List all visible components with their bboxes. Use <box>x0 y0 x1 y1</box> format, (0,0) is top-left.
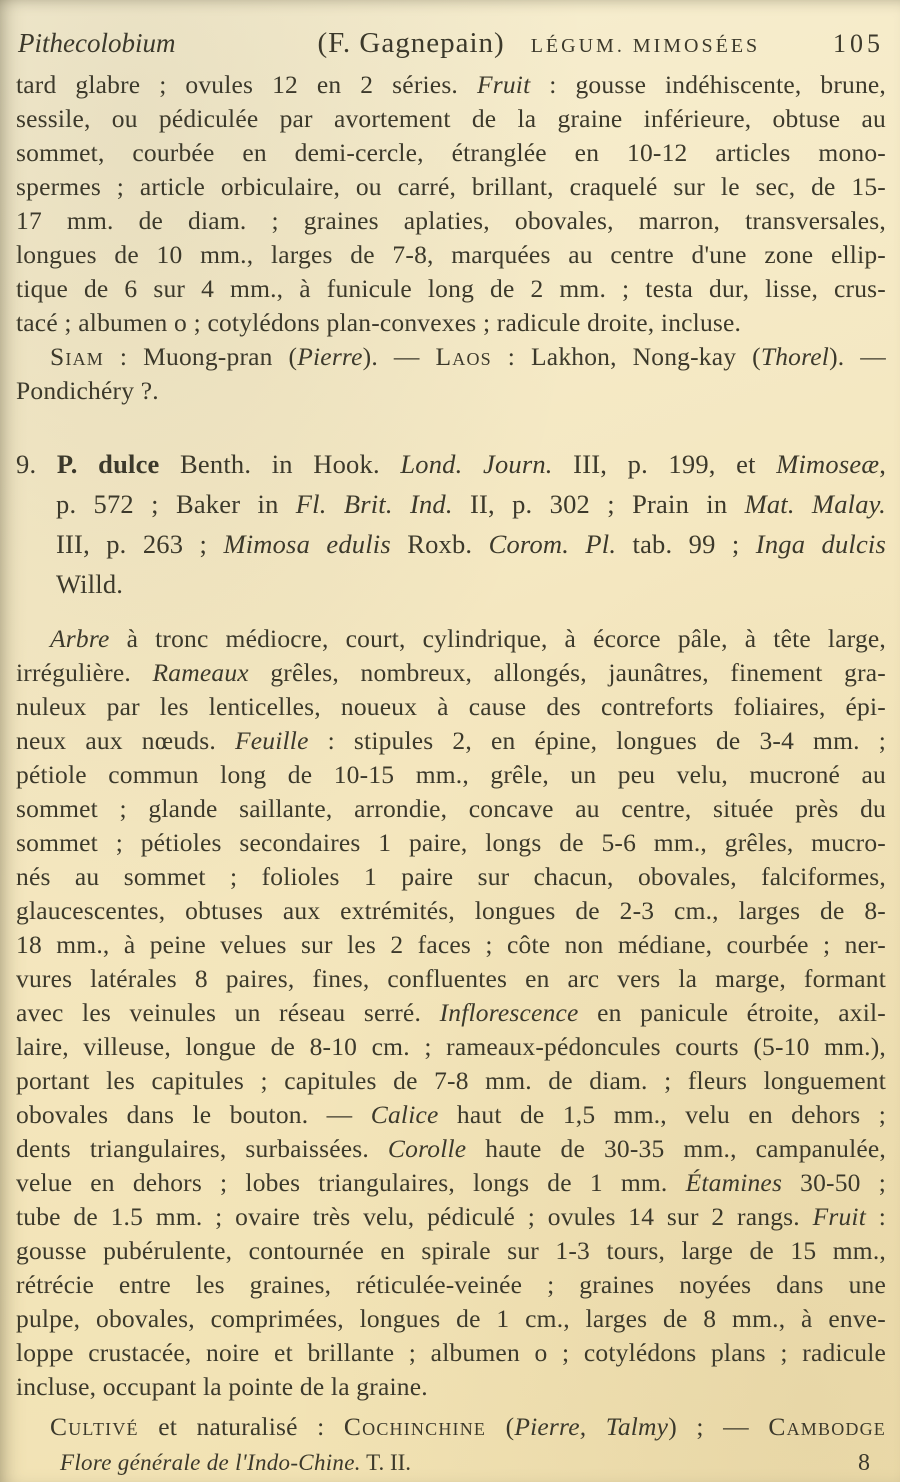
text-line: neux aux nœuds. Feuille : stipules 2, en épine, longues de 3-4 mm. ; <box>16 726 886 755</box>
text-line: pulpe, obovales, comprimées, longues de 1 cm., larges de 8 mm., à enve- <box>16 1304 886 1333</box>
text-line: sommet ; pétioles secondaires 1 paire, longs de 5-6 mm., grêles, mucro- <box>16 828 886 857</box>
footer-signature-number: 8 <box>858 1450 870 1476</box>
text-line: sessile, ou pédiculée par avortement de la graine inférieure, obtuse au <box>16 104 886 133</box>
paragraph-fruit-continuation <box>16 68 886 340</box>
text-line: velue en dehors ; lobes triangulaires, longs de 1 mm. Étamines 30-50 ; <box>16 1168 886 1197</box>
text-line: gousse pubérulente, contournée en spirale sur 1-3 tours, large de 15 mm., <box>16 1236 886 1265</box>
distribution-siam-laos <box>16 340 886 408</box>
text-line: longues de 10 mm., larges de 7-8, marquées au centre d'une zone ellip- <box>16 240 886 269</box>
text-line: Arbre à tronc médiocre, court, cylindrique, à écorce pâle, à tête large, <box>50 624 886 653</box>
distribution-cultive <box>16 1410 886 1444</box>
header-page-number: 105 <box>833 29 884 58</box>
text-line: portant les capitules ; capitules de 7-8 mm. de diam. ; fleurs longuement <box>16 1066 886 1095</box>
text-line: tard glabre ; ovules 12 en 2 séries. Fruit : gousse indéhiscente, brune, <box>16 70 886 99</box>
text-line: III, p. 263 ; Mimosa edulis Roxb. Corom. Pl. tab. 99 ; Inga dulcis <box>56 529 887 559</box>
footer-volume-title-italic: Flore générale de l'Indo-Chine. <box>60 1450 361 1475</box>
header-family: LÉGUM. MIMOSÉES <box>530 35 761 57</box>
text-line: 18 mm., à peine velues sur les 2 faces ; côte non médiane, courbée ; ner- <box>16 930 886 959</box>
text-line: incluse, occupant la pointe de la graine. <box>16 1372 428 1401</box>
text-line: laire, villeuse, longue de 8-10 cm. ; rameaux-pédoncules courts (5-10 mm.), <box>16 1032 886 1061</box>
text-line: irrégulière. Rameaux grêles, nombreux, allongés, jaunâtres, finement gra- <box>16 658 886 687</box>
text-line: tube de 1.5 mm. ; ovaire très velu, pédiculé ; ovules 14 sur 2 rangs. Fruit : <box>16 1202 886 1231</box>
text-line: obovales dans le bouton. — Calice haut de 1,5 mm., velu en dehors ; <box>16 1100 887 1129</box>
text-line: sommet ; glande saillante, arrondie, concave au centre, située près du <box>16 794 886 823</box>
page-footer <box>60 1446 870 1480</box>
text-line: tique de 6 sur 4 mm., à funicule long de 2 mm. ; testa dur, lisse, crus- <box>16 274 886 303</box>
text-line: 17 mm. de diam. ; graines aplaties, obovales, marron, transversales, <box>16 206 886 235</box>
text-line: tacé ; albumen o ; cotylédons plan-convexes ; radicule droite, incluse. <box>16 308 742 337</box>
text-line: glaucescentes, obtuses aux extrémités, longues de 2-3 cm., larges de 8- <box>16 896 886 925</box>
text-line: rétrécie entre les graines, réticulée-veinée ; graines noyées dans une <box>16 1270 886 1299</box>
text-line: Siam : Muong-pran (Pierre). — Laos : Lakhon, Nong-kay (Thorel). — <box>50 342 886 371</box>
text-line: dents triangulaires, surbaissées. Corolle haute de 30-35 mm., campanulée, <box>16 1134 886 1163</box>
text-line: Willd. <box>56 569 124 599</box>
text-line: avec les veinules un réseau serré. Inflorescence en panicule étroite, axil- <box>16 998 886 1027</box>
running-header <box>0 0 900 60</box>
text-line: sommet, courbée en demi-cercle, étranglée en 10-12 articles mono- <box>16 138 886 167</box>
page-text <box>16 68 886 1444</box>
species-heading-9-p-dulce <box>16 444 886 604</box>
text-line: nés au sommet ; folioles 1 paire sur chacun, obovales, falciformes, <box>16 862 886 891</box>
header-genus: Pithecolobium <box>18 28 176 58</box>
footer-volume-title-roman: T. II. <box>360 1450 412 1475</box>
text-line: vures latérales 8 paires, fines, confluentes en arc vers la marge, formant <box>16 964 886 993</box>
description-p-dulce <box>16 622 886 1404</box>
text-line: Cultivé et naturalisé : Cochinchine (Pierre, Talmy) ; — Cambodge <box>50 1412 886 1441</box>
text-line: spermes ; article orbiculaire, ou carré, brillant, craquelé sur le sec, de 15- <box>16 172 886 201</box>
text-line: 9. P. dulce Benth. in Hook. Lond. Journ. III, p. 199, et Mimoseæ, <box>16 449 887 479</box>
text-line: p. 572 ; Baker in Fl. Brit. Ind. II, p. 302 ; Prain in Mat. Malay. <box>56 489 886 519</box>
text-line: loppe crustacée, noire et brillante ; albumen o ; cotylédons plans ; radicule <box>16 1338 886 1367</box>
text-line: nuleux par les lenticelles, noueux à cause des contreforts foliaires, épi- <box>16 692 886 721</box>
header-author: (F. Gagnepain) <box>317 27 505 59</box>
footer-volume-title <box>60 1446 411 1480</box>
text-line: pétiole commun long de 10-15 mm., grêle, un peu velu, mucroné au <box>16 760 886 789</box>
text-line: Pondichéry ?. <box>16 376 159 405</box>
